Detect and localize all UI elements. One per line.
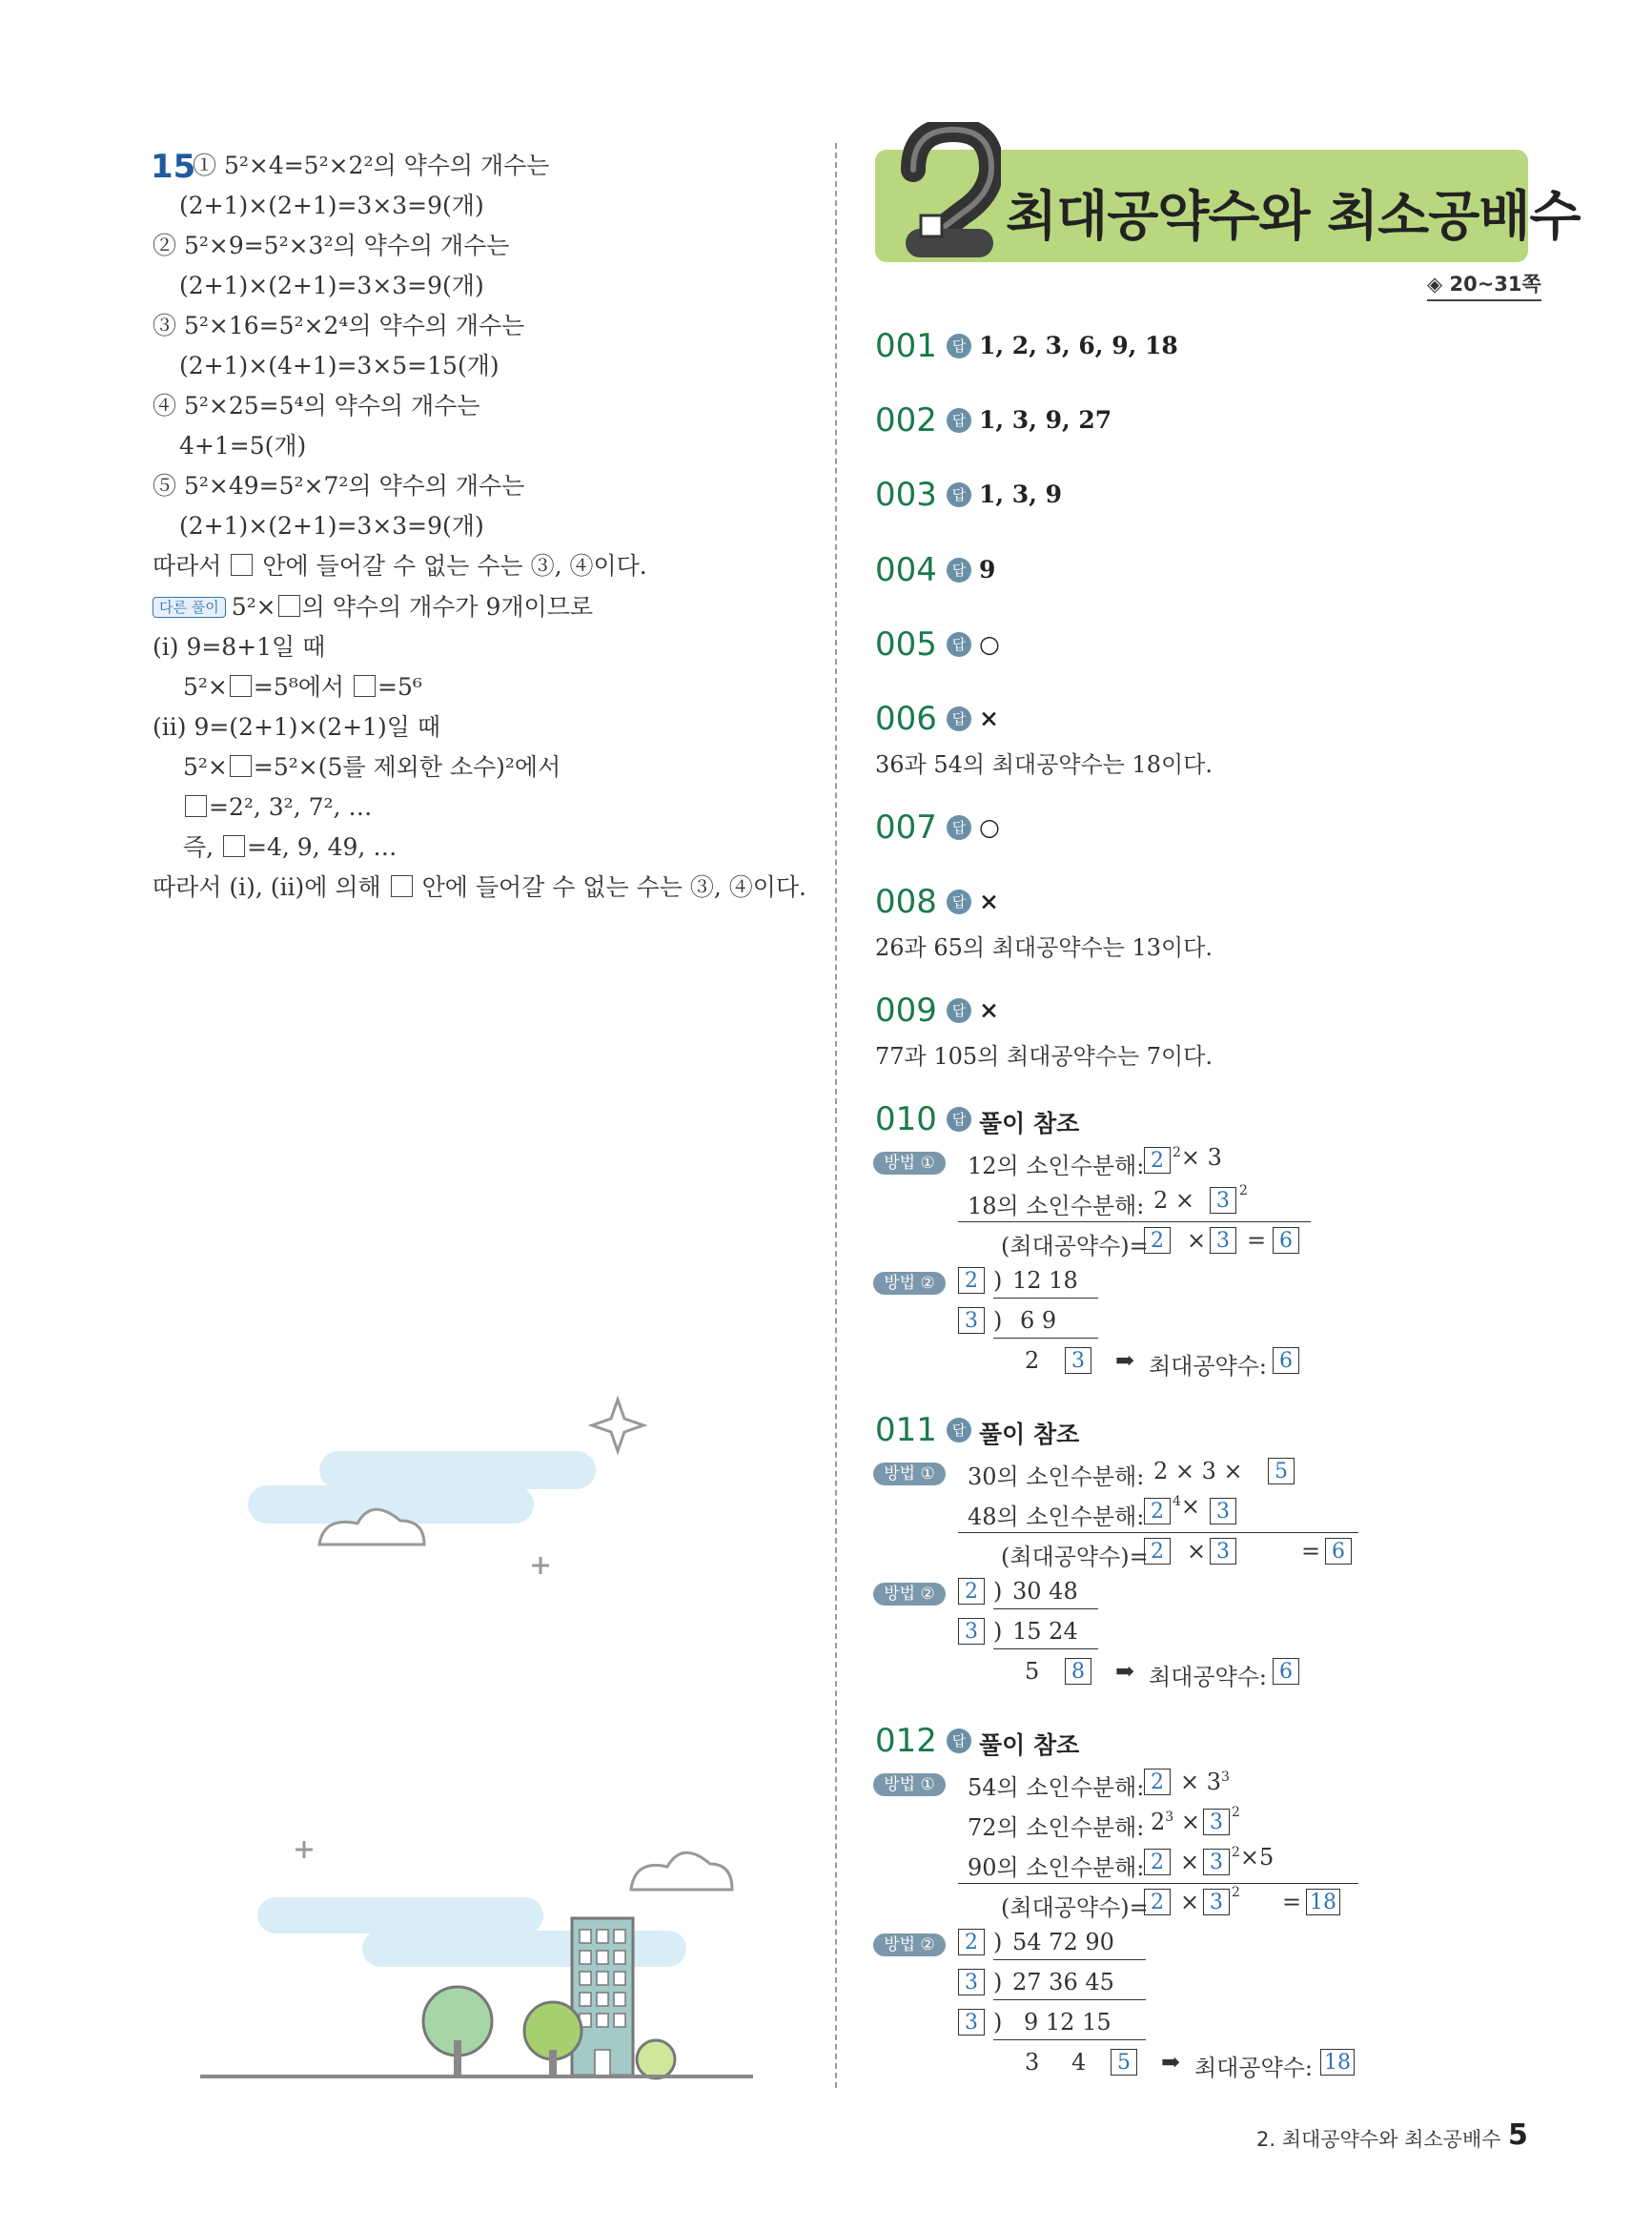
solution-line: ① 5²×4=5²×2²의 약수의 개수는	[193, 152, 550, 179]
item-answer: 풀이 참조	[979, 1421, 1080, 1448]
answer-box: 2	[958, 1929, 985, 1955]
answer-tag: 답	[947, 1729, 971, 1753]
answer-box: 3	[1203, 1889, 1230, 1915]
solution-line: 4+1=5(개)	[179, 432, 307, 460]
answer-box: 18	[1320, 2049, 1355, 2076]
answer-box: 2	[1144, 1889, 1171, 1915]
item-answer: 풀이 참조	[979, 1110, 1080, 1137]
work-line: 최대공약수:	[1149, 1353, 1268, 1380]
work-line: =	[1301, 1538, 1321, 1565]
chapter-title: 최대공약수와 최소공배수	[1006, 186, 1581, 248]
answer-tag: 답	[947, 890, 971, 914]
work-line: 2	[1025, 1347, 1040, 1374]
page-range: ◈ 20~31쪽	[1427, 269, 1541, 301]
arrow-right-icon: ➡	[1115, 1347, 1135, 1374]
item-answer: 9	[979, 556, 996, 583]
answer-box: 3	[958, 1618, 985, 1645]
item-answer: 풀이 참조	[979, 1731, 1080, 1759]
work-line: )	[993, 1969, 1003, 1995]
item-number: 011	[875, 1411, 937, 1449]
plus-icon	[532, 1557, 549, 1574]
item-answer: 1, 2, 3, 6, 9, 18	[979, 332, 1178, 359]
answer-box: 3	[958, 1969, 985, 1995]
item-answer: ×	[979, 705, 999, 732]
case-line: (i) 9=8+1일 때	[153, 633, 326, 661]
item-number: 001	[875, 327, 937, 365]
blank-box	[278, 595, 300, 617]
item-number: 003	[875, 476, 937, 514]
answer-box: 18	[1306, 1889, 1340, 1915]
work-line: 5	[1025, 1658, 1040, 1685]
solution-line: ② 5²×9=5²×3²의 약수의 개수는	[153, 232, 510, 259]
item-answer: ×	[979, 888, 999, 915]
answer-box: 5	[1268, 1458, 1295, 1484]
work-line: $^4$×	[1173, 1493, 1201, 1520]
solution-line: ⑤ 5²×49=5²×7²의 약수의 개수는	[153, 472, 525, 500]
problem-number: 15	[151, 148, 196, 186]
method-tag: 방법 ①	[873, 1152, 946, 1175]
item-number: 007	[875, 808, 937, 847]
answer-tag: 답	[947, 998, 971, 1023]
work-line: 90의 소인수분해:	[968, 1854, 1145, 1881]
work-line: 18의 소인수분해:	[968, 1193, 1145, 1219]
work-line: 4	[1071, 2049, 1087, 2076]
city-illustration	[191, 1382, 763, 2107]
answer-box: 2	[958, 1578, 985, 1605]
item-explanation: 36과 54의 최대공약수는 18이다.	[875, 751, 1213, 778]
answer-box: 3	[1203, 1809, 1230, 1835]
work-line: $^2$×5	[1232, 1844, 1275, 1871]
solution-line: (2+1)×(4+1)=3×5=15(개)	[179, 352, 500, 379]
work-line: 54의 소인수분해:	[968, 1774, 1145, 1801]
alt-solution-line: 다른 풀이 5²× 의 약수의 개수가 9개이므로	[153, 591, 593, 624]
answer-box: 3	[958, 1307, 985, 1334]
cloud-icon	[631, 1852, 732, 1890]
method-tag: 방법 ①	[873, 1463, 946, 1485]
running-footer: 2. 최대공약수와 최소공배수	[1256, 2128, 1501, 2151]
work-line: 27 36 45	[1012, 1969, 1114, 1995]
work-line: ×	[1187, 1538, 1207, 1565]
answer-box: 2	[1144, 1227, 1171, 1254]
blank-box	[391, 875, 413, 897]
case-line: 즉, =4, 9, 49, …	[183, 833, 398, 861]
item-number: 010	[875, 1100, 937, 1138]
answer-tag: 답	[947, 482, 971, 507]
answer-tag: 답	[947, 632, 971, 657]
solution-line: (2+1)×(2+1)=3×3=9(개)	[179, 512, 484, 540]
solution-line: ④ 5²×25=5⁴의 약수의 개수는	[153, 392, 480, 419]
answer-box: 3	[1210, 1538, 1236, 1565]
answer-box: 2	[1144, 1538, 1171, 1565]
solution-line: (2+1)×(2+1)=3×3=9(개)	[179, 192, 484, 219]
conclusion-line: 따라서 안에 들어갈 수 없는 수는 ③, ④이다.	[153, 552, 647, 580]
arrow-right-icon: ➡	[1115, 1658, 1135, 1685]
solution-line: ③ 5²×16=5²×2⁴의 약수의 개수는	[153, 312, 525, 339]
work-line: ×	[1180, 1889, 1200, 1915]
work-line: =	[1247, 1227, 1267, 1254]
case-line: =2², 3², 7², …	[183, 791, 372, 824]
answer-tag: 답	[947, 408, 971, 433]
item-explanation: 26과 65의 최대공약수는 13이다.	[875, 934, 1213, 961]
answer-box: 3	[1210, 1498, 1236, 1524]
work-line: 최대공약수:	[1194, 2055, 1314, 2081]
work-line: 12 18	[1012, 1267, 1078, 1294]
answer-box: 8	[1065, 1658, 1091, 1685]
answer-tag: 답	[947, 558, 971, 583]
rule-line	[993, 1959, 1146, 1960]
page-icon: ◈	[1427, 273, 1443, 296]
work-line: (최대공약수)=	[1001, 1894, 1149, 1921]
answer-box: 3	[1203, 1849, 1230, 1875]
item-number: 002	[875, 401, 937, 440]
answer-box: 3	[1065, 1347, 1091, 1374]
item-number: 005	[875, 625, 937, 664]
rule-line	[993, 2039, 1146, 2040]
blank-box	[231, 554, 253, 576]
case-line: (ii) 9=(2+1)×(2+1)일 때	[153, 713, 441, 741]
item-number: 008	[875, 883, 937, 921]
work-line: 2	[1232, 1885, 1240, 1900]
case-line: 5²× =5²×(5를 제외한 소수)²에서	[183, 753, 561, 781]
work-line: (최대공약수)=	[1001, 1233, 1149, 1259]
work-line: )	[993, 2009, 1003, 2036]
method-tag: 방법 ②	[873, 1933, 946, 1956]
rule-line	[993, 1648, 1098, 1649]
alt-solution-tag: 다른 풀이	[153, 597, 226, 618]
solution-line: (2+1)×(2+1)=3×3=9(개)	[179, 272, 484, 299]
work-line: )	[993, 1267, 1003, 1294]
work-line: 2 ×	[1153, 1187, 1195, 1214]
page-number: 5	[1508, 2118, 1528, 2152]
work-line: 9 12 15	[1024, 2009, 1112, 2036]
work-line: 2 × 3 ×	[1153, 1458, 1243, 1484]
method-tag: 방법 ②	[873, 1583, 946, 1606]
method-tag: 방법 ①	[873, 1773, 946, 1796]
answer-tag: 답	[947, 1418, 971, 1442]
answer-box: 6	[1273, 1658, 1299, 1685]
work-line: =	[1282, 1889, 1302, 1915]
answer-tag: 답	[947, 815, 971, 840]
work-line: 최대공약수:	[1149, 1664, 1268, 1690]
case-line: 5²× =5⁸에서 =5⁶	[183, 673, 422, 701]
item-answer: 1, 3, 9, 27	[979, 406, 1112, 434]
item-number: 004	[875, 551, 937, 589]
work-line: 3	[1025, 2049, 1040, 2076]
item-number: 012	[875, 1722, 937, 1760]
work-line: × $3^3$	[1180, 1769, 1230, 1795]
work-line: 72의 소인수분해:	[968, 1814, 1145, 1841]
work-line: 2	[1232, 1805, 1240, 1820]
blank-box	[185, 795, 207, 817]
answer-box: 2	[1144, 1147, 1171, 1174]
plus-icon	[296, 1841, 313, 1858]
final-line: 따라서 (i), (ii)에 의해 안에 들어갈 수 없는 수는 ③, ④이다.	[153, 873, 806, 901]
answer-box: 2	[1144, 1849, 1171, 1875]
method-tag: 방법 ②	[873, 1272, 946, 1295]
item-answer: ×	[979, 996, 999, 1024]
answer-box: 6	[1273, 1347, 1299, 1374]
work-line: ×	[1187, 1227, 1207, 1254]
arrow-right-icon: ➡	[1161, 2049, 1181, 2076]
answer-box: 6	[1273, 1227, 1299, 1254]
work-line: (최대공약수)=	[1001, 1544, 1149, 1570]
answer-box: 2	[958, 1267, 985, 1294]
answer-tag: 답	[947, 706, 971, 731]
work-line: $^2$× 3	[1173, 1144, 1222, 1171]
work-line: 30의 소인수분해:	[968, 1463, 1145, 1490]
rule-line	[958, 1221, 1311, 1222]
item-answer: ○	[979, 630, 1000, 658]
work-line: 54 72 90	[1012, 1929, 1114, 1955]
item-number: 006	[875, 700, 937, 738]
item-number: 009	[875, 992, 937, 1030]
rule-line	[993, 1608, 1098, 1609]
rule-line	[958, 1883, 1358, 1884]
rule-line	[993, 1338, 1098, 1339]
work-line: 48의 소인수분해:	[968, 1504, 1145, 1530]
chapter-number-icon	[896, 122, 1001, 263]
blank-box	[223, 835, 245, 857]
work-line: 2	[1239, 1183, 1248, 1198]
answer-box: 3	[958, 2009, 985, 2036]
rule-line	[993, 1999, 1146, 2000]
work-line: 6 9	[1020, 1307, 1057, 1334]
item-answer: ○	[979, 813, 1000, 841]
answer-tag: 답	[947, 1107, 971, 1132]
work-line: )	[993, 1307, 1003, 1334]
bush-icon	[637, 2040, 675, 2078]
work-line: $2^3$ ×	[1151, 1809, 1200, 1835]
work-line: )	[993, 1618, 1003, 1645]
answer-box: 6	[1325, 1538, 1352, 1565]
rule-line	[958, 1532, 1358, 1533]
answer-box: 2	[1144, 1769, 1171, 1795]
work-line: ×	[1180, 1849, 1200, 1875]
work-line: )	[993, 1929, 1003, 1955]
answer-box: 3	[1210, 1187, 1236, 1214]
work-line: )	[993, 1578, 1003, 1605]
blank-box	[230, 675, 252, 697]
item-explanation: 77과 105의 최대공약수는 7이다.	[875, 1043, 1213, 1070]
blank-box	[230, 755, 252, 777]
answer-box: 5	[1111, 2049, 1137, 2076]
answer-tag: 답	[947, 334, 971, 358]
sparkle-icon	[592, 1400, 643, 1451]
answer-box: 2	[1144, 1498, 1171, 1524]
blank-box	[354, 675, 376, 697]
rule-line	[993, 1298, 1098, 1299]
item-answer: 1, 3, 9	[979, 481, 1062, 508]
answer-box: 3	[1210, 1227, 1236, 1254]
column-divider	[835, 143, 837, 2088]
work-line: 12의 소인수분해:	[968, 1153, 1145, 1179]
work-line: 15 24	[1012, 1618, 1078, 1645]
work-line: 30 48	[1012, 1578, 1078, 1605]
